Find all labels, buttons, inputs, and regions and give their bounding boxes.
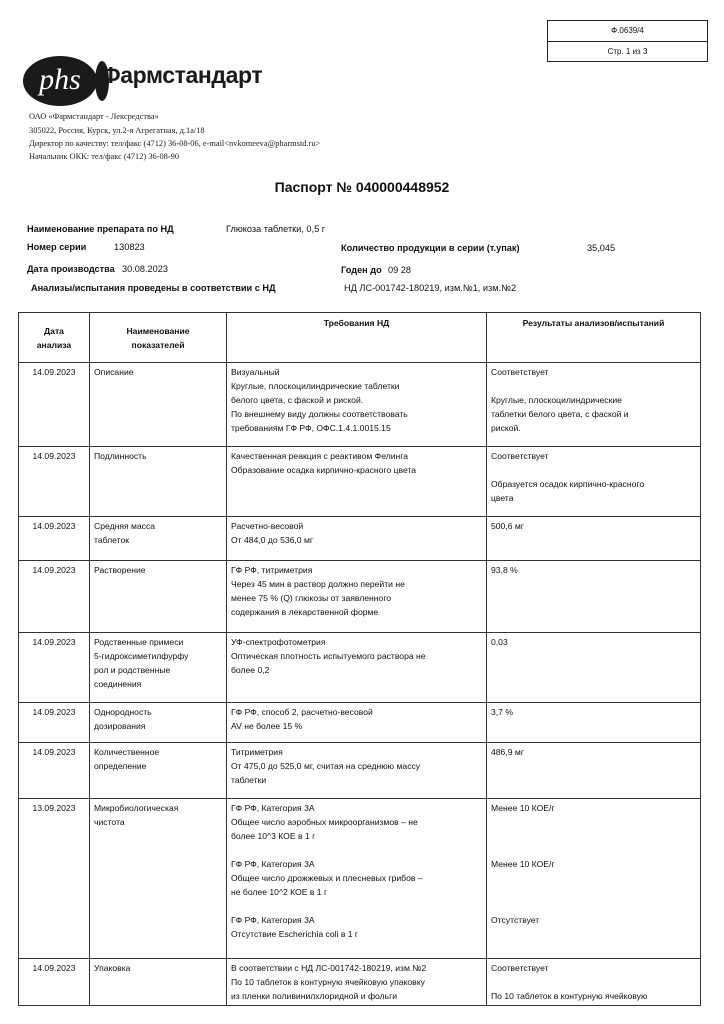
requirement-cell — [227, 959, 487, 1006]
requirement-cell-line: Расчетно-весовой — [231, 521, 304, 531]
requirement-cell-line: белого цвета, с фаской и риской. — [231, 395, 364, 405]
requirement-cell-line: Отсутствие Escherichia coli в 1 г — [231, 929, 359, 939]
result-cell-line — [491, 815, 696, 829]
indicator-name-line: Однородность — [94, 707, 152, 717]
requirement-cell-line: Общее число дрожжевых и плесневых грибов – — [231, 873, 423, 883]
result-cell-line — [491, 379, 696, 393]
result-cell-line: Соответствует — [491, 451, 549, 461]
requirement-cell-line: Через 45 мин в раствор должно перейти не — [231, 579, 405, 589]
requirement-cell — [227, 447, 487, 517]
table-row — [19, 743, 701, 799]
indicator-name — [90, 703, 227, 743]
header-requirements: Требования НД — [227, 313, 487, 363]
requirement-cell-line: От 484,0 до 536,0 мг — [231, 535, 314, 545]
result-cell-line: риской. — [491, 423, 521, 433]
indicator-name-line: 5-гидроксиметилфурфу — [94, 651, 189, 661]
indicator-name-line: Микробиологическая — [94, 803, 179, 813]
requirement-cell-line: УФ-спектрофотометрия — [231, 637, 326, 647]
result-cell-line: Образуется осадок кирпично-красного — [491, 479, 645, 489]
result-cell-line: 93,8 % — [491, 565, 518, 575]
expiry-value: 09 28 — [388, 265, 411, 275]
indicator-name-line: Средняя масса — [94, 521, 156, 531]
requirement-cell-line: Титриметрия — [231, 747, 283, 757]
result-cell — [487, 703, 701, 743]
requirement-cell-line: В соответствии с НД ЛС-001742-180219, изм.№2 — [231, 963, 427, 973]
analysis-date: 14.09.2023 — [19, 633, 90, 703]
requirement-cell-line — [231, 843, 482, 857]
result-cell-line — [491, 975, 696, 989]
requirement-cell-line: не более 10^2 КОЕ в 1 г — [231, 887, 328, 897]
analysis-date: 14.09.2023 — [19, 517, 90, 561]
result-cell-line: Менее 10 КОЕ/г — [491, 859, 555, 869]
requirement-cell — [227, 703, 487, 743]
indicator-name — [90, 799, 227, 959]
requirement-cell-line: ГФ РФ, Категория 3А — [231, 915, 315, 925]
table-row — [19, 561, 701, 633]
indicator-name-line: Родственные примеси — [94, 637, 184, 647]
requirement-cell-line: По 10 таблеток в контурную ячейковую упаковку — [231, 977, 425, 987]
table-row — [19, 363, 701, 447]
requirement-cell-line: менее 75 % (Q) глюкозы от заявленного — [231, 593, 392, 603]
table-row — [19, 959, 701, 1006]
result-cell-line: цвета — [491, 493, 514, 503]
requirement-cell-line: таблетки — [231, 775, 267, 785]
result-cell-line: Соответствует — [491, 963, 549, 973]
analysis-date: 14.09.2023 — [19, 363, 90, 447]
indicator-name — [90, 561, 227, 633]
requirement-cell-line: Визуальный — [231, 367, 280, 377]
indicator-name — [90, 743, 227, 799]
requirement-cell-line: требованиям ГФ РФ, ОФС.1.4.1.0015.15 — [231, 423, 391, 433]
requirement-cell-line: От 475,0 до 525,0 мг, считая на среднюю массу — [231, 761, 421, 771]
requirement-cell-line: ГФ РФ, титриметрия — [231, 565, 313, 575]
requirement-cell-line: Круглые, плоскоцилиндрические таблетки — [231, 381, 400, 391]
brand-name: Фармстандарт — [101, 62, 263, 88]
result-cell-line: 0,03 — [491, 637, 508, 647]
indicator-name-line: соединения — [94, 679, 142, 689]
table-header-row — [19, 313, 701, 363]
indicator-name-line: дозирования — [94, 721, 146, 731]
tests-value: НД ЛС-001742-180219, изм.№1, изм.№2 — [344, 283, 517, 293]
result-cell-line: таблетки белого цвета, с фаской и — [491, 409, 629, 419]
requirement-cell — [227, 799, 487, 959]
page-counter: Стр. 1 из 3 — [607, 47, 648, 56]
company-name: ОАО «Фармстандарт - Лексредства» — [29, 112, 159, 121]
quantity-value: 35,045 — [587, 243, 616, 253]
table-row — [19, 799, 701, 959]
indicator-name-line: Подлинность — [94, 451, 147, 461]
result-cell-line: Отсутствует — [491, 915, 540, 925]
requirement-cell-line: более 0,2 — [231, 665, 270, 675]
result-cell-line — [491, 463, 696, 477]
header-results: Результаты анализов/испытаний — [487, 313, 701, 363]
result-cell — [487, 959, 701, 1006]
result-cell — [487, 517, 701, 561]
batch-label: Номер серии — [27, 242, 87, 252]
requirement-cell-line: из пленки поливинилхлоридной и фольги — [231, 991, 398, 1001]
requirement-cell-line: Оптическая плотность испытуемого раствора не — [231, 651, 426, 661]
form-code: Ф.0639/4 — [548, 21, 707, 42]
indicator-name-line: Растворение — [94, 565, 146, 575]
result-cell — [487, 743, 701, 799]
quality-director-contact: Директор по качеству: тел/факс (4712) 36-08-06, e-mail<nvkomeeva@pharmstd.ru> — [29, 139, 321, 148]
indicator-name — [90, 447, 227, 517]
requirement-cell — [227, 633, 487, 703]
expiry-label: Годен до — [341, 265, 382, 275]
requirement-cell-line — [231, 899, 482, 913]
requirement-cell-line: AV не более 15 % — [231, 721, 303, 731]
result-cell-line: Менее 10 КОЕ/г — [491, 803, 555, 813]
analysis-date: 14.09.2023 — [19, 743, 90, 799]
form-code-box — [547, 20, 708, 62]
result-cell-line: Соответствует — [491, 367, 549, 377]
result-cell-line: По 10 таблеток в контурную ячейковую — [491, 991, 648, 1001]
analysis-date: 14.09.2023 — [19, 561, 90, 633]
requirement-cell-line: ГФ РФ, Категория 3А — [231, 859, 315, 869]
production-date-value: 30.08.2023 — [122, 264, 168, 274]
analysis-date: 14.09.2023 — [19, 703, 90, 743]
requirement-cell-line: более 10^3 КОЕ в 1 г — [231, 831, 316, 841]
indicator-name-line: определение — [94, 761, 147, 771]
requirement-cell — [227, 561, 487, 633]
requirement-cell-line: По внешнему виду должны соответствовать — [231, 409, 408, 419]
requirement-cell — [227, 743, 487, 799]
table-row — [19, 633, 701, 703]
indicator-name-line: Описание — [94, 367, 134, 377]
batch-value: 130823 — [114, 242, 145, 252]
result-cell — [487, 633, 701, 703]
indicator-name-line: Упаковка — [94, 963, 131, 973]
quantity-label: Количество продукции в серии (т.упак) — [341, 243, 520, 253]
product-value: Глюкоза таблетки, 0,5 г — [226, 224, 326, 234]
result-cell — [487, 447, 701, 517]
production-date-label: Дата производства — [27, 264, 115, 274]
result-cell-line: 500,6 мг — [491, 521, 524, 531]
indicator-name — [90, 959, 227, 1006]
result-cell-line: 3,7 % — [491, 707, 513, 717]
product-label: Наименование препарата по НД — [27, 224, 174, 234]
indicator-name-line: чистота — [94, 817, 125, 827]
requirement-cell-line: ГФ РФ, Категория 3А — [231, 803, 315, 813]
indicator-name — [90, 363, 227, 447]
requirement-cell — [227, 517, 487, 561]
requirement-cell — [227, 363, 487, 447]
requirement-cell-line: Образование осадка кирпично-красного цвета — [231, 465, 417, 475]
result-cell-line — [491, 885, 696, 899]
logo-letters: phs — [39, 63, 81, 96]
analysis-date: 14.09.2023 — [19, 447, 90, 517]
table-row — [19, 517, 701, 561]
requirement-cell-line: содержания в лекарственной форме — [231, 607, 379, 617]
page-title: Паспорт № 040000448952 — [274, 179, 450, 195]
indicator-name — [90, 517, 227, 561]
result-cell-line — [491, 899, 696, 913]
qc-head-contact: Начальник ОКК: тел/факс (4712) 36-08-90 — [29, 152, 180, 161]
analysis-date: 14.09.2023 — [19, 959, 90, 1006]
result-cell-line — [491, 843, 696, 857]
requirement-cell-line: Общее число аэробных микроорганизмов – не — [231, 817, 418, 827]
result-cell — [487, 363, 701, 447]
table-row — [19, 447, 701, 517]
header-indicator: Наименование показателей — [90, 313, 227, 363]
indicator-name-line: Количественное — [94, 747, 160, 757]
result-cell-line: Круглые, плоскоцилиндрические — [491, 395, 622, 405]
company-address: 305022, Россия, Курск, ул.2-я Агрегатная, д.1а/18 — [29, 126, 205, 135]
analysis-date: 13.09.2023 — [19, 799, 90, 959]
header-date: Дата анализа — [19, 313, 90, 363]
table-row — [19, 703, 701, 743]
indicator-name — [90, 633, 227, 703]
result-cell-line — [491, 829, 696, 843]
indicator-name-line: таблеток — [94, 535, 130, 545]
tests-label: Анализы/испытания проведены в соответствии с НД — [31, 283, 276, 293]
requirement-cell-line: ГФ РФ, способ 2, расчетно-весовой — [231, 707, 373, 717]
result-cell — [487, 799, 701, 959]
indicator-name-line: рол и родственные — [94, 665, 171, 675]
result-cell-line: 486,9 мг — [491, 747, 524, 757]
requirement-cell-line: Качественная реакция с реактивом Фелинга — [231, 451, 408, 461]
analysis-table — [18, 312, 701, 1006]
result-cell — [487, 561, 701, 633]
result-cell-line — [491, 871, 696, 885]
